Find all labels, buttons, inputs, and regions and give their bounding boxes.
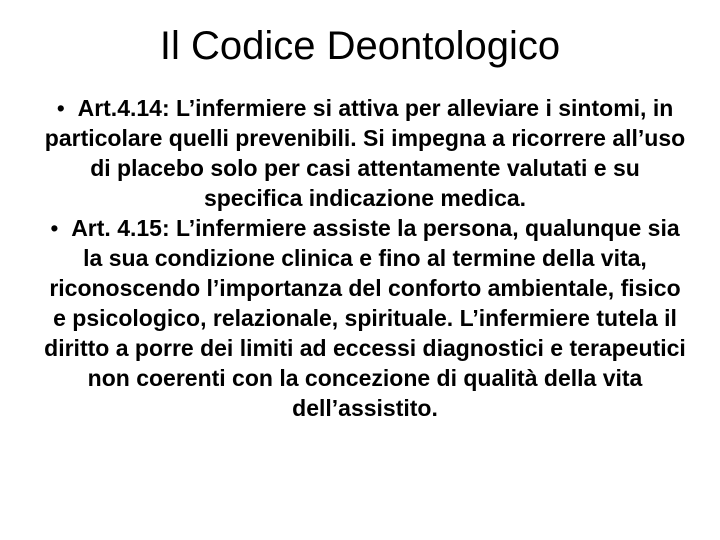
bullet-art-4-15 (40, 213, 690, 423)
bullet-text: Art.4.14: L’infermiere si attiva per alleviare i sintomi, in particolare quelli prevenibili. Si impegna a ricorrere all’uso di placebo solo per casi attentamente valutati e su specifica indicazione medica. (44, 95, 686, 211)
bullet-text: Art. 4.15: L’infermiere assiste la persona, qualunque sia la sua condizione clinica e fino al termine della vita, riconoscendo l’importanza del conforto ambientale, fisico e psicologico, relazionale, spirituale. L’infermiere tutela il diritto a porre dei limiti ad eccessi diagnostici e terapeutici non coerenti con la concezione di qualità della vita dell’assistito. (44, 215, 686, 421)
slide-title: Il Codice Deontologico (159, 24, 561, 68)
bullet-marker: • (56, 95, 65, 121)
bullet-marker: • (50, 215, 59, 241)
bullet-list (40, 93, 690, 423)
bullet-art-4-14 (40, 93, 690, 213)
